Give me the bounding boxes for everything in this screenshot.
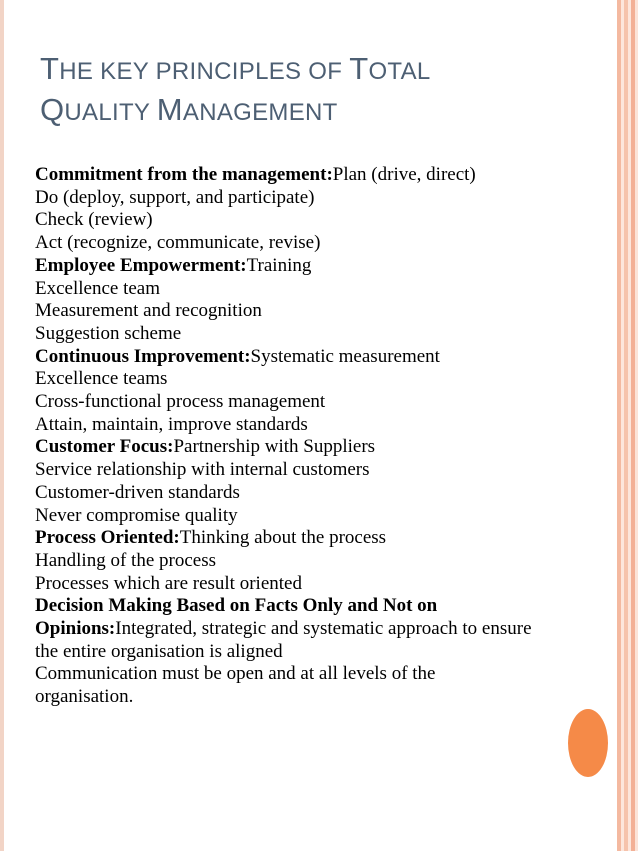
section-heading: Commitment from the management: — [35, 164, 333, 185]
section-first-item: Systematic measurement — [250, 345, 440, 367]
slide-title — [40, 50, 580, 132]
list-item: Handling of the process — [35, 549, 216, 571]
section-first-item: Plan (drive, direct) — [332, 164, 476, 185]
title-text: HE KEY PRINCIPLES OF — [59, 58, 350, 85]
section-heading: Customer Focus: — [35, 436, 174, 458]
list-item: Check (review) — [35, 209, 153, 231]
section-first-item: Thinking about the process — [179, 527, 387, 549]
section-heading-line — [35, 527, 575, 550]
title-text: OTAL — [368, 58, 431, 85]
list-item: Processes which are result oriented — [35, 572, 302, 594]
section-heading-line — [35, 164, 575, 187]
list-item: Cross-functional process management — [35, 391, 326, 413]
title-cap: M — [156, 92, 183, 127]
section-first-item: Integrated, strategic and systematic approach to ensure the entire organisation is aligned — [35, 618, 532, 662]
section-heading-line — [35, 618, 535, 663]
orange-oval-decoration — [568, 709, 608, 777]
list-item: Act (recognize, communicate, revise) — [35, 232, 321, 254]
list-item: Do (deploy, support, and participate) — [35, 186, 315, 208]
section-heading: Process Oriented: — [35, 527, 180, 549]
section-heading: Opinions: — [35, 618, 116, 640]
section-heading-line — [35, 346, 575, 369]
decorative-stripes — [608, 0, 638, 851]
title-line-1 — [40, 50, 580, 91]
list-item: Excellence team — [35, 277, 161, 299]
list-item: Service relationship with internal customers — [35, 459, 370, 481]
section-first-item: Training — [246, 254, 312, 276]
list-item: Attain, maintain, improve standards — [35, 413, 308, 435]
title-cap: T — [349, 51, 369, 86]
section-first-item: Partnership with Suppliers — [173, 436, 376, 458]
section-heading: Employee Empowerment: — [35, 254, 247, 276]
section-heading-line — [35, 255, 575, 278]
section-heading: Decision Making Based on Facts Only and Not on — [35, 595, 438, 617]
title-line-2 — [40, 91, 580, 132]
title-cap: T — [40, 51, 60, 86]
title-text: UALITY — [64, 99, 157, 126]
title-text: ANAGEMENT — [182, 99, 338, 126]
list-item: Measurement and recognition — [35, 300, 262, 322]
left-border-line — [0, 0, 4, 851]
section-heading-line — [35, 595, 575, 618]
list-item: Communication must be open and at all levels of the organisation. — [35, 663, 436, 708]
list-item: Never compromise quality — [35, 504, 238, 526]
list-item: Customer-driven standards — [35, 481, 240, 503]
slide-body — [35, 164, 575, 709]
list-item: Excellence teams — [35, 368, 168, 390]
section-heading-line — [35, 436, 575, 459]
title-cap: Q — [40, 92, 65, 127]
list-item: Suggestion scheme — [35, 322, 182, 344]
section-heading: Continuous Improvement: — [35, 345, 251, 367]
